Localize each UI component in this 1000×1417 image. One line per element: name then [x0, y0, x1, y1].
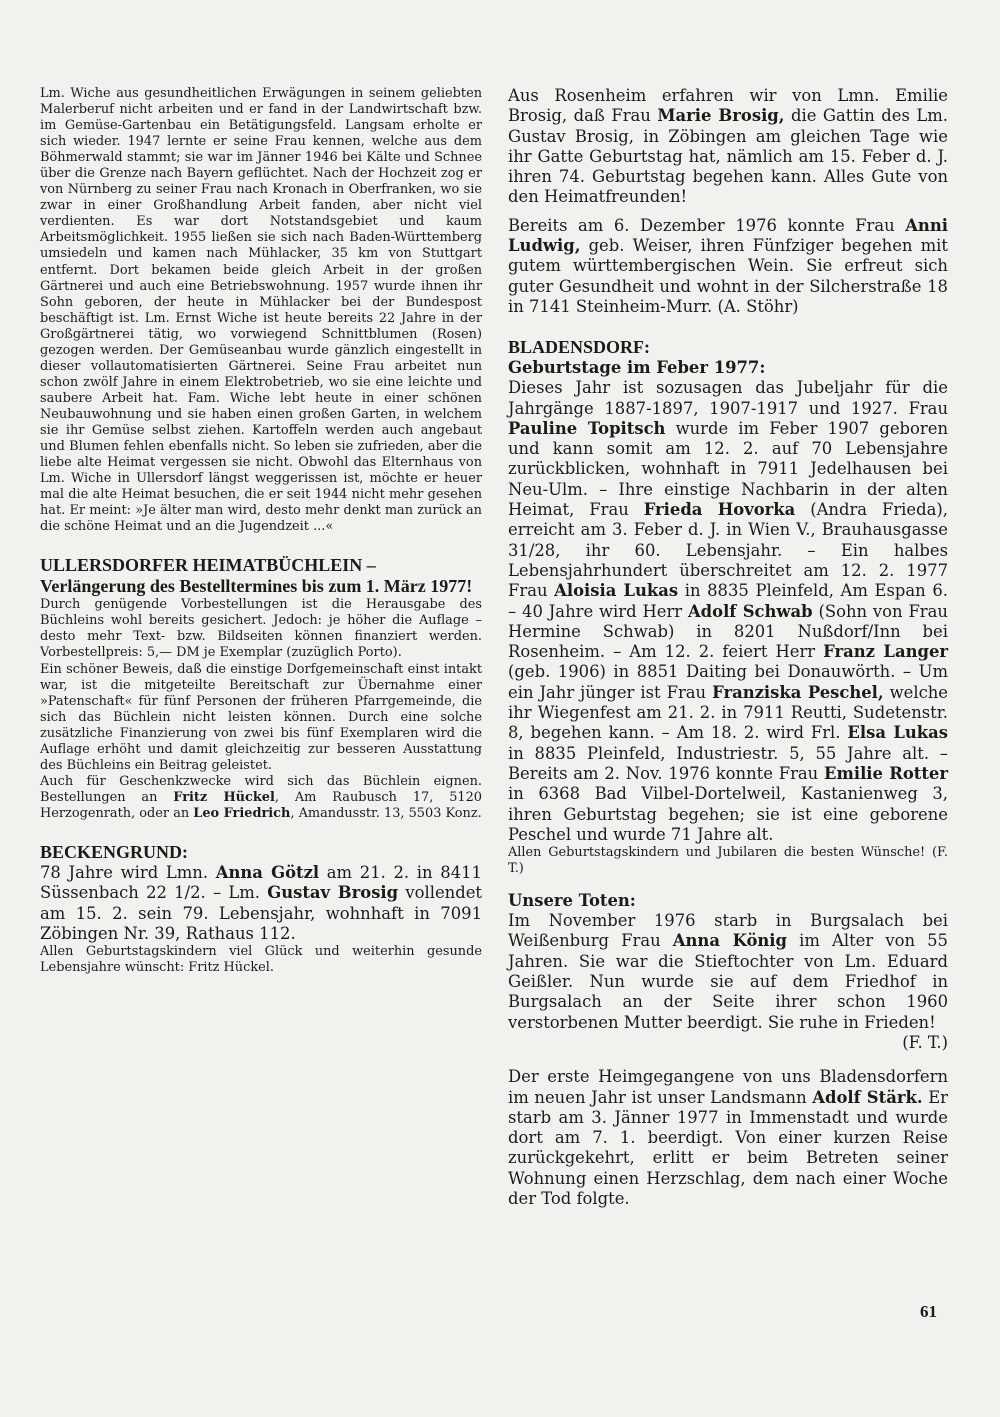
beckengrund-paragraph: 78 Jahre wird Lmn. Anna Götzl am 21. 2. in 8411 Süssenbach 22 1/2. – Lm. Gustav Brosig vollendet am 15. 2. sein 79. Lebensjahr, wohnhaft in 7091 Zöbingen Nr. 39, Rathaus 112. [40, 862, 482, 943]
bladensdorf-closing: Allen Geburtstagskindern und Jubilaren die besten Wünsche! (F. T.) [508, 845, 948, 877]
ullersdorf-paragraph-2: Ein schöner Beweis, daß die einstige Dorfgemeinschaft einst intakt war, ist die mitgeteilte Bereitschaft zur Übernahme einer »Patenschaft« für fünf Personen der früheren Pfarrgemeinde, die sich das Büchlein nicht leisten können. Durch eine solche zusätzliche Finanzierung von zwei bis fünf Exemplaren wird die Auflage erhöht und damit gleichzeitig zur besseren Ausstattung des Büchleins ein Beitrag geleistet. [40, 661, 482, 773]
wiche-article-text: Lm. Wiche aus gesundheitlichen Erwägungen in seinem geliebten Malerberuf nicht arbeiten und er fand in der Landwirtschaft bzw. im Gemüse-Gartenbau ein Betätigungsfeld. Langsam erholte er sich wieder. 1947 lernte er seine Frau kennen, welche aus dem Böhmerwald stammt; sie war im Jänner 1946 bei Kälte und Schnee über die Grenze nach Bayern geflüchtet. Nach der Hochzeit zog er von Nürnberg zu seiner Frau nach Kronach in Oberfranken, wo sie zwar in einer Großhandlung Arbeit fanden, aber nicht viel verdienten. Es war dort Notstandsgebiet und kaum Arbeitsmöglichkeit. 1955 ließen sie sich nach Baden-Württemberg umsiedeln und kamen nach Mühlacker, 35 km von Stuttgart entfernt. Dort bekamen beide gleich Arbeit in der großen Gärtnerei und auch eine Betriebswohnung. 1957 wurde ihnen ihr Sohn geboren, der heute in Mühlacker bei der Bundespost beschäftigt ist. Lm. Ernst Wiche ist heute bereits 22 Jahre in der Großgärtnerei tätig, wo vorwiegend Schnittblumen (Rosen) gezogen werden. Der Gemüseanbau wurde gänzlich eingestellt in dieser vollautomatisierten Gärtnerei. Seine Frau arbeitet nun schon zwölf Jahre in einem Elektrobetrieb, wo sie eine leichte und saubere Arbeit hat. Fam. Wiche lebt heute in einer schönen Neubauwohnung und sie haben einen großen Garten, in welchem sie ihr Gemüse selbst ziehen. Kartoffeln werden auch angebaut und Blumen fehlen ebenfalls nicht. So leben sie zufrieden, aber die liebe alte Heimat vergessen sie nicht. Obwohl das Elternhaus von Lm. Wiche in Ullersdorf längst weggerissen ist, möchte er heuer mal die alte Heimat besuchen, die er seit 1944 nicht mehr gesehen hat. Er meint: »Je älter man wird, desto mehr denkt man zurück an die schöne Heimat und an die Jugendzeit ...« [40, 86, 482, 535]
staerk-paragraph: Der erste Heimgegangene von uns Bladensdorfern im neuen Jahr ist unser Landsmann Adolf Stärk. Er starb am 3. Jänner 1977 in Immenstadt und wurde dort am 7. 1. beerdigt. Von einer kurzen Reise zurückgekehrt, erlitt er beim Betreten seiner Wohnung einen Herzschlag, dem nach einer Woche der Tod folgte. [508, 1067, 948, 1209]
page-number: 61 [920, 1302, 937, 1321]
ullersdorf-paragraph-3: Auch für Geschenkzwecke wird sich das Büchlein eignen. Bestellungen an Fritz Hückel, Am Raubusch 17, 5120 Herzogenrath, oder an Leo Friedrich, Amandusstr. 13, 5503 Konz. [40, 773, 482, 821]
contact-name-hueckel: Fritz Hückel [173, 789, 275, 805]
bladensdorf-birthdays: Dieses Jahr ist sozusagen das Jubeljahr für die Jahrgänge 1887-1897, 1907-1917 und 1927. Frau Pauline Topitsch wurde im Feber 1907 geboren und kann somit am 12. 2. auf 70 Lebensjahre zurückblicken, wohnhaft in 7911 Jedelhausen bei Neu-Ulm. – Ihre einstige Nachbarin in der alten Heimat, Frau Frieda Hovorka (Andra Frieda), erreicht am 3. Feber d. J. in Wien V., Brauhausgasse 31/28, ihr 60. Lebensjahr. – Ein halbes Lebensjahrhundert überschreitet am 12. 2. 1977 Frau Aloisia Lukas in 8835 Pleinfeld, Am Espan 6. – 40 Jahre wird Herr Adolf Schwab (Sohn von Frau Hermine Schwab) in 8201 Nußdorf/Inn bei Rosenheim. – Am 12. 2. feiert Herr Franz Langer (geb. 1906) in 8851 Daiting bei Donauwörth. – Um ein Jahr jünger ist Frau Franziska Peschel, welche ihr Wiegenfest am 21. 2. in 7911 Reutti, Sudetenstr. 8, begehen kann. – Am 18. 2. wird Frl. Elsa Lukas in 8835 Pleinfeld, Industriestr. 5, 55 Jahre alt. – Bereits am 2. Nov. 1976 konnte Frau Emilie Rotter in 6368 Bad Vilbel-Dortelweil, Kastanienweg 3, ihren Geburtstag begehen; sie ist eine geborene Peschel und wurde 71 Jahre alt. [508, 378, 949, 844]
bladensdorf-subheading: Geburtstage im Feber 1977: [508, 358, 766, 378]
toten-heading: Unsere Toten: [508, 891, 636, 911]
bladensdorf-heading: BLADENSDORF: [508, 337, 651, 358]
beckengrund-heading: BECKENGRUND: [40, 841, 189, 862]
left-column [40, 86, 482, 976]
toten-signature: (F. T.) [902, 1032, 948, 1052]
contact-name-friedrich: Leo Friedrich [193, 805, 291, 821]
beckengrund-closing: Allen Geburtstagskindern viel Glück und weiterhin gesunde Lebensjahre wünscht: Fritz Hückel. [40, 944, 482, 976]
ullersdorf-heading: ULLERSDORFER HEIMATBÜCHLEIN – Verlängerung des Bestelltermines bis zum 1. März 1977! [40, 555, 473, 597]
ullersdorf-paragraph-1: Durch genügende Vorbestellungen ist die Herausgabe des Büchleins wohl bereits gesichert. Jedoch: je höher die Auflage – desto mehr Text- bzw. Bildseiten können finanziert werden. Vorbestellpreis: 5,— DM je Exemplar (zuzüglich Porto). [40, 597, 482, 661]
ludwig-paragraph: Bereits am 6. Dezember 1976 konnte Frau Anni Ludwig, geb. Weiser, ihren Fünfziger begehen mit gutem württembergischen Wein. Sie erfreut sich guter Gesundheit und wohnt in der Silcherstraße 18 in 7141 Steinheim-Murr. (A. Stöhr) [508, 215, 948, 316]
toten-paragraph: Im November 1976 starb in Burgsalach bei Weißenburg Frau Anna König im Alter von 55 Jahren. Sie war die Stieftochter von Lm. Eduard Geißler. Nun wurde sie auf dem Friedhof in Burgsalach an der Seite ihrer schon 1960 verstorbenen Mutter beerdigt. Sie ruhe in Frieden! [508, 911, 948, 1032]
brosig-paragraph: Aus Rosenheim erfahren wir von Lmn. Emilie Brosig, daß Frau Marie Brosig, die Gattin des Lm. Gustav Brosig, in Zöbingen am gleichen Tage wie ihr Gatte Geburtstag hat, nämlich am 15. Feber d. J. ihren 74. Geburtstag begehen kann. Alles Gute von den Heimatfreunden! [508, 86, 949, 207]
right-column [508, 86, 948, 1209]
